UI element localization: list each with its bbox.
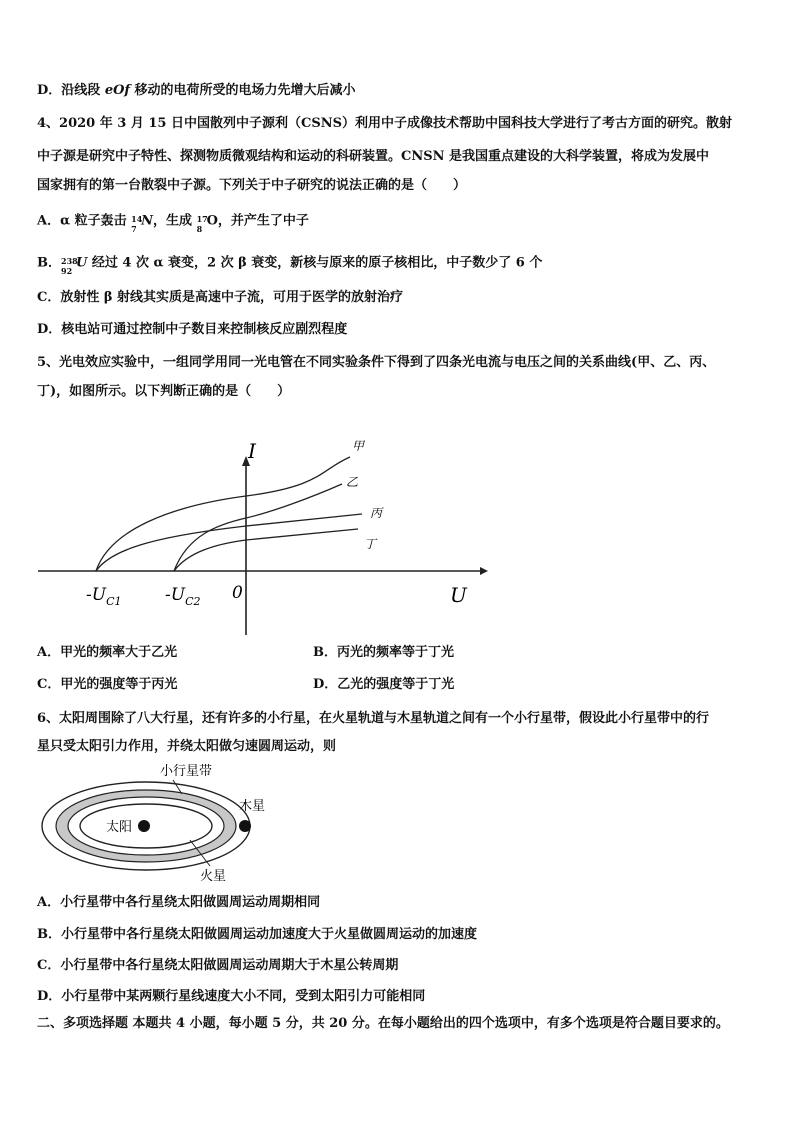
y-axis-label: I: [248, 439, 256, 463]
q3-option-d: D．沿线段 eOf 移动的电荷所受的电场力先增大后减小: [37, 83, 356, 98]
q4-stem-line-3: 国家拥有的第一台散裂中子源。下列关于中子研究的说法正确的是（ ）: [37, 178, 467, 193]
photoelectric-iv-figure: [30, 430, 500, 645]
q6-option-d: D．小行星带中某两颗行星线速度大小不同，受到太阳引力可能相同: [37, 989, 426, 1004]
q5-option-b: B．丙光的频率等于丁光: [313, 645, 454, 660]
curve-label-jia: 甲: [352, 439, 365, 453]
q6-stem-line-1: 6、太阳周围除了八大行星，还有许多的小行星，在火星轨道与木星轨道之间有一个小行星带，假设此小行星带中的行: [37, 711, 710, 726]
curve-label-ding: 丁: [364, 537, 377, 551]
q5-stem-line-1: 5、光电效应实验中，一组同学用同一光电管在不同实验条件下得到了四条光电流与电压之间的关系曲线(甲、乙、丙、: [37, 355, 716, 370]
q6-option-b: B．小行星带中各行星绕太阳做圆周运动加速度大于火星做圆周运动的加速度: [37, 927, 477, 942]
x-axis-arrow: [480, 567, 488, 575]
curve-yi: [174, 484, 342, 571]
q4-option-a: [37, 212, 309, 234]
oxygen-nuclide: 17 8: [196, 214, 208, 234]
uranium-nuclide: 238 92: [61, 256, 78, 276]
belt-label: 小行星带: [160, 764, 213, 779]
uranium-symbol: U: [76, 255, 88, 271]
q5-option-a: A．甲光的频率大于乙光: [37, 645, 178, 660]
curve-label-bing: 丙: [370, 506, 383, 520]
q4-option-d: D．核电站可通过控制中子数目来控制核反应剧烈程度: [37, 322, 348, 337]
jupiter-dot: [239, 820, 251, 832]
q4-option-b: [37, 254, 543, 276]
q5-stem-line-2: 丁)，如图所示。以下判断正确的是（ ）: [37, 384, 291, 399]
section2-heading: 二、多项选择题 本题共 4 小题，每小题 5 分，共 20 分。在每小题给出的四个选项中，有多个选项是符合题目要求的。: [37, 1016, 729, 1031]
sun-label: 太阳: [106, 820, 133, 835]
nitrogen-symbol: N: [141, 213, 154, 229]
q4-stem-line-2: 中子源是研究中子特性、探测物质微观结构和运动的科研装置。CNSN 是我国重点建设的大科学装置，将成为发展中: [37, 149, 710, 164]
sun-dot: [138, 820, 150, 832]
q5-option-c: C．甲光的强度等于丙光: [37, 677, 178, 692]
tick-uc2: $-U_{C2}$: [165, 585, 201, 608]
nitrogen-nuclide: 14 7: [131, 214, 143, 234]
curve-jia: [96, 457, 350, 571]
q5-option-d: D．乙光的强度等于丁光: [313, 677, 455, 692]
q4-option-a-mid: ，生成: [153, 213, 197, 229]
q4-stem-line-1: 4、2020 年 3 月 15 日中国散列中子源利（CSNS）利用中子成像技术帮助中国科技大学进行了考古方面的研究。散射: [37, 116, 732, 131]
q4-option-b-post: 经过 4 次 α 衰变，2 次 β 衰变，新核与原来的原子核相比，中子数少了 6 个: [87, 255, 543, 271]
q6-stem-line-2: 星只受太阳引力作用，并绕太阳做匀速圆周运动，则: [37, 739, 337, 754]
q4-option-a-pre: A．α 粒子轰击: [37, 213, 132, 229]
tick-uc1: $-U_{C1}$: [86, 585, 122, 608]
oxygen-symbol: O: [206, 213, 218, 229]
asteroid-belt-figure: [30, 758, 320, 888]
q4-option-c: C．放射性 β 射线其实质是高速中子流，可用于医学的放射治疗: [37, 290, 404, 305]
x-axis-label: U: [450, 583, 467, 607]
curve-label-yi: 乙: [346, 475, 359, 489]
q6-option-c: C．小行星带中各行星绕太阳做圆周运动周期大于木星公转周期: [37, 958, 399, 973]
mars-label: 火星: [200, 869, 227, 884]
origin-label: 0: [232, 583, 243, 603]
q6-option-a: A．小行星带中各行星绕太阳做圆周运动周期相同: [37, 895, 321, 910]
q4-option-a-post: ，并产生了中子: [217, 213, 309, 229]
jupiter-label: 木星: [239, 799, 266, 814]
q4-option-b-pre: B．: [37, 255, 61, 271]
